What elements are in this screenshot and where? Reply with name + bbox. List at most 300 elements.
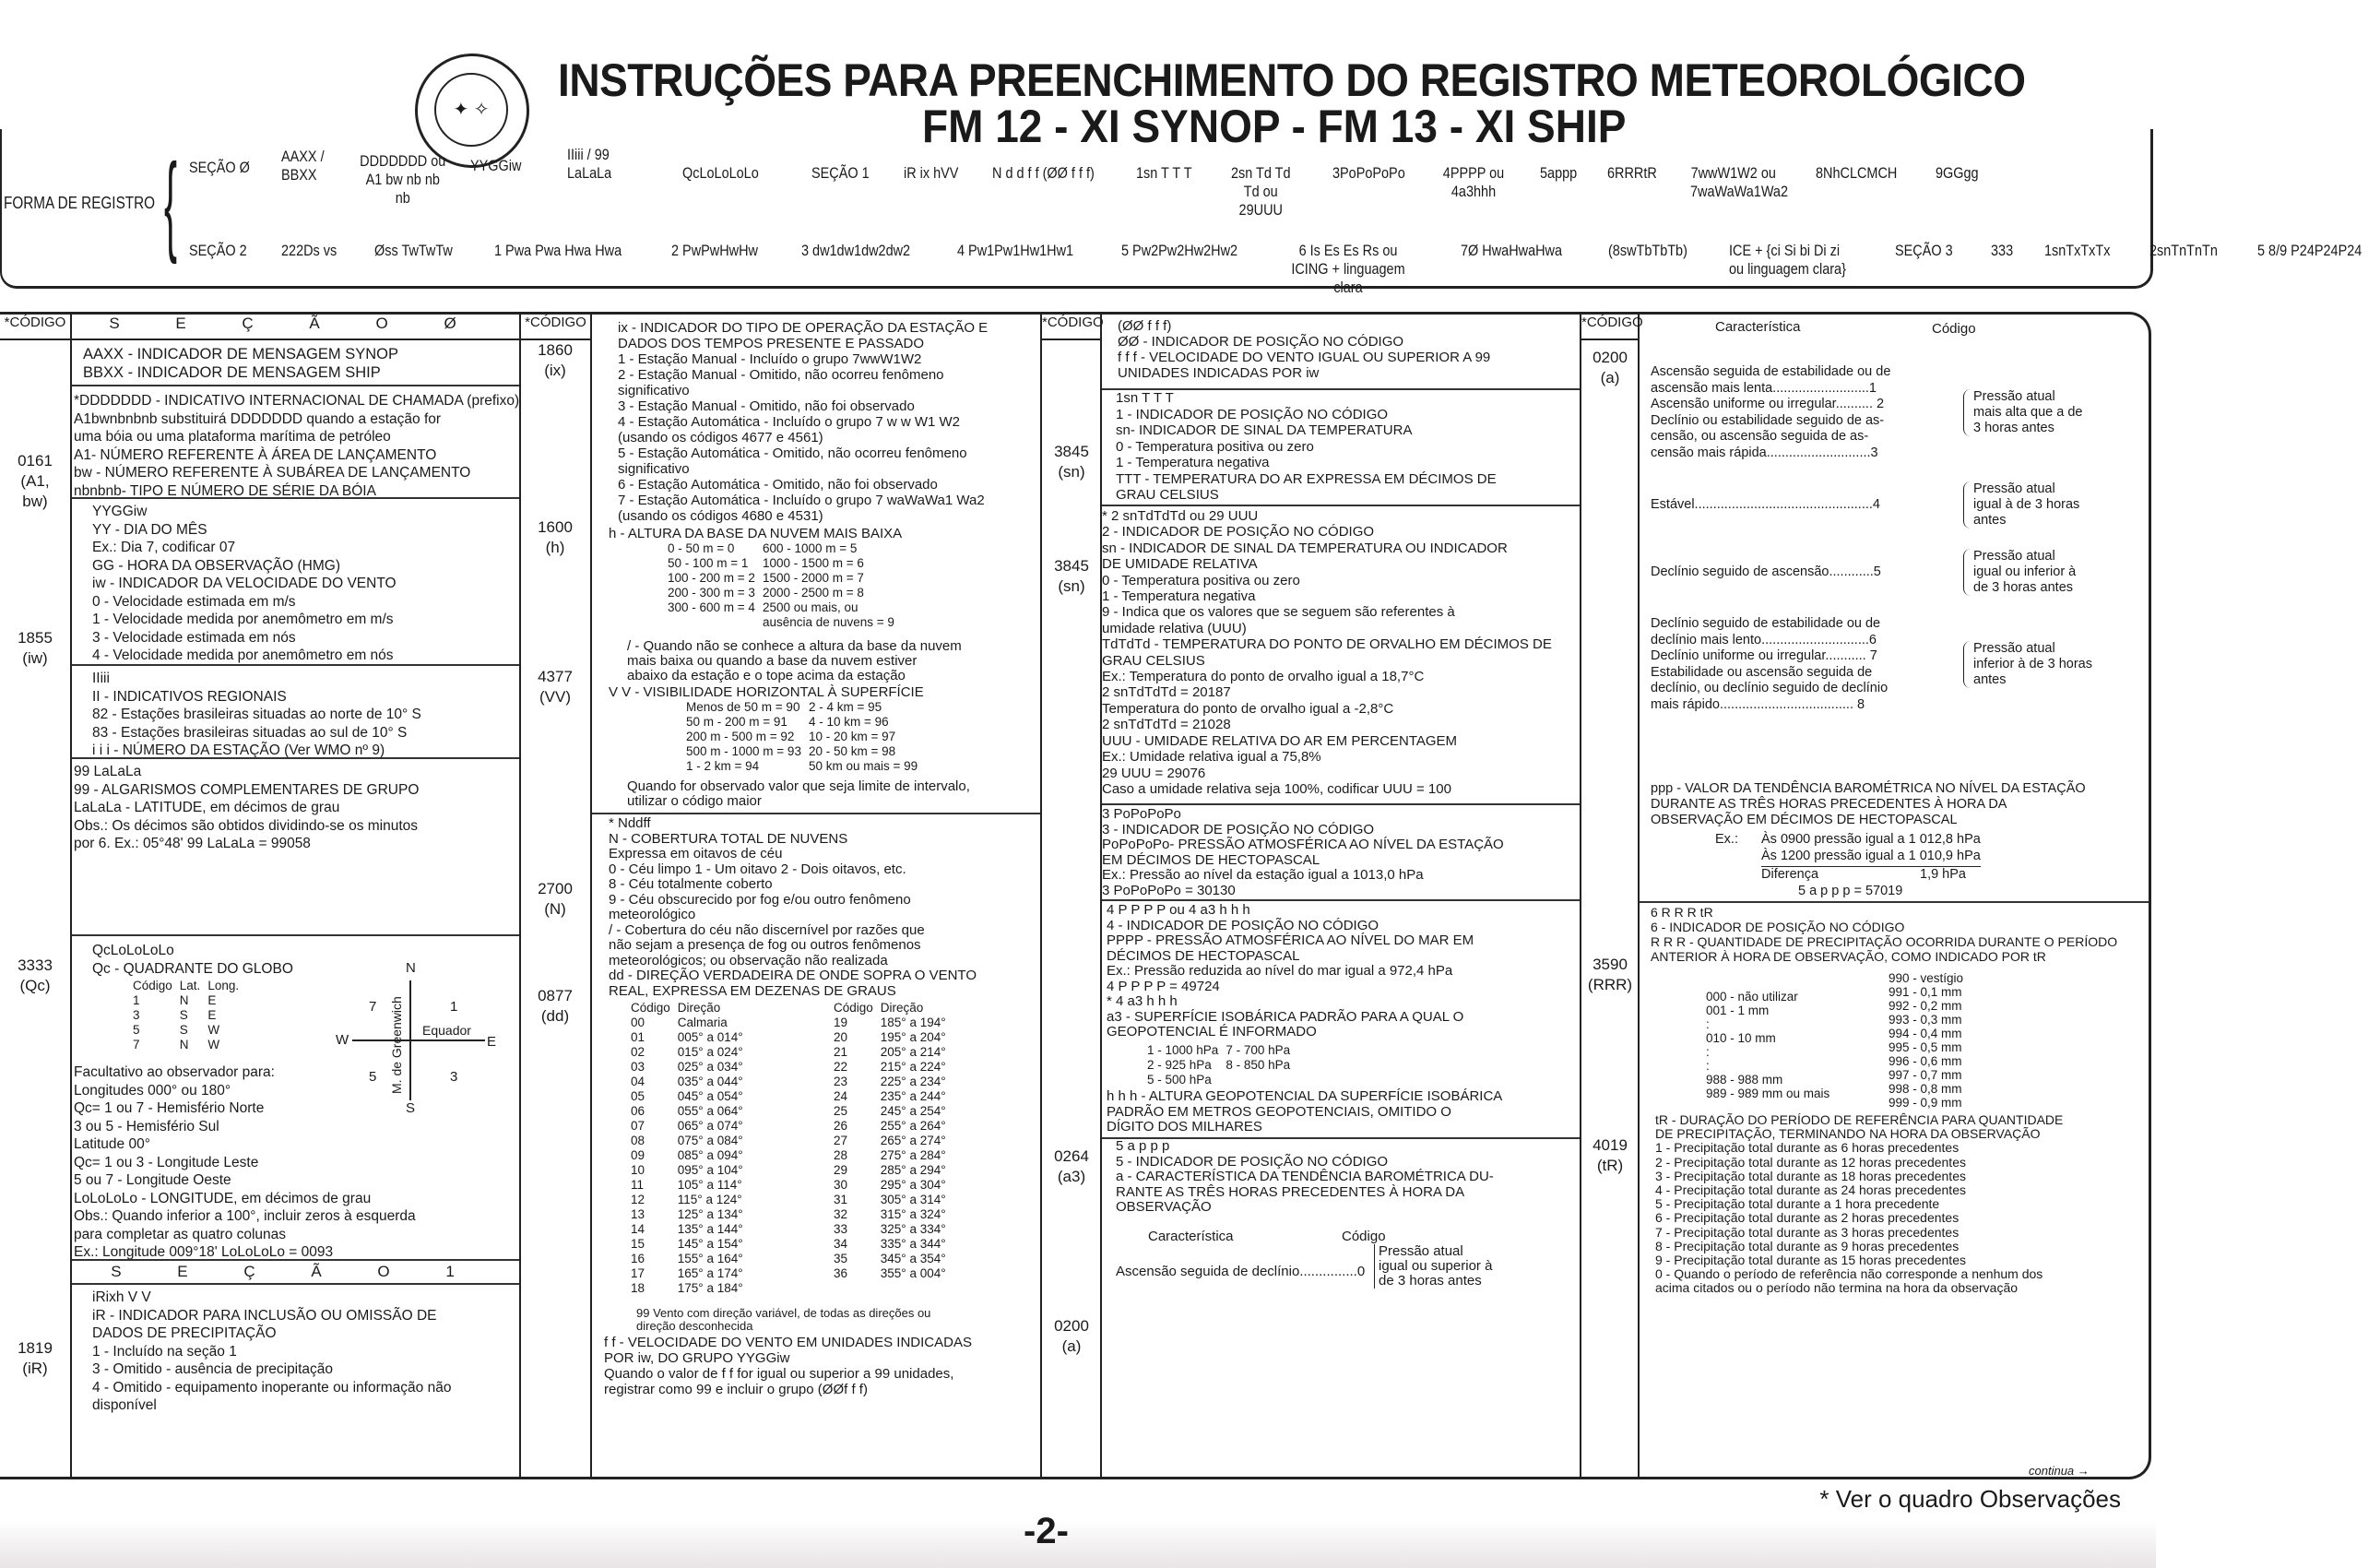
code-1855: 1855 (iw) [18, 629, 53, 668]
text-line: POR iw, DO GRUPO YYGGiw [604, 1350, 790, 1366]
ppp-diff-value: 1,9 hPa [1920, 867, 1966, 882]
text-line: direção desconhecida [636, 1319, 753, 1333]
secao1-label: SEÇÃO 1 [811, 164, 870, 182]
table-row [627, 1178, 747, 1193]
text-line: 3 horas antes [1973, 421, 2054, 435]
table-row [129, 979, 243, 993]
table-cell: Código [133, 979, 172, 992]
text-line: 996 - 0,6 mm [1889, 1054, 1962, 1068]
text-line: LoLoLoLo - LONGITUDE, em décimos de grau [74, 1190, 372, 1206]
text-line: (ØØ f f f) [1118, 318, 1172, 334]
table-cell: 10 [631, 1163, 645, 1177]
text-line: Declínio uniforme ou irregular........... 7 [1651, 648, 1877, 663]
text-line: mais alta que a de [1973, 405, 2083, 420]
text-line: acima citados ou o período não termina na hora da observação [1655, 1280, 2019, 1296]
table-row [830, 1045, 950, 1060]
text-line: 9 - Precipitação total durante as 15 horas precedentes [1655, 1253, 1966, 1268]
table-cell: 005° a 014° [677, 1030, 743, 1044]
tendency-characteristics [1651, 364, 2130, 733]
table-row [830, 1266, 950, 1281]
table-cell: 335° a 344° [880, 1237, 946, 1251]
cloud-height-table [664, 541, 898, 630]
text-line: 6 - INDICADOR DE POSIÇÃO NO CÓDIGO [1651, 920, 1905, 934]
table-cell: 13 [631, 1207, 645, 1221]
north-label: N [406, 960, 416, 976]
table-cell: 500 m - 1000 m = 93 [686, 744, 801, 758]
table-cell: 115° a 124° [677, 1193, 742, 1206]
text-line: 4 - Velocidade medida por anemômetro em nós [92, 647, 394, 663]
dd-99-row [636, 1307, 930, 1333]
divider [1040, 315, 1042, 1477]
text-line: II - INDICATIVOS REGIONAIS [92, 688, 287, 705]
text-line: Qc - QUADRANTE DO GLOBO [92, 960, 293, 977]
code-column-header: *CÓDIGO [0, 315, 70, 340]
text-line: REAL, EXPRESSA EM DEZENAS DE GRAUS [609, 982, 896, 999]
block-aaxx [83, 346, 398, 382]
continua-link[interactable]: continua → [2029, 1464, 2090, 1478]
block-irixhvv [92, 1289, 451, 1415]
table-cell: 265° a 274° [880, 1134, 946, 1147]
code-1600: 1600 (h) [538, 518, 573, 557]
text-line: Ex.: Umidade relativa igual a 75,8% [1102, 749, 1321, 766]
quadrant-table [129, 979, 243, 1052]
table-row [627, 1266, 747, 1281]
table-cell: 36 [834, 1266, 848, 1280]
text-line: DE UMIDADE RELATIVA [1102, 556, 1258, 573]
code-column-header: *CÓDIGO [521, 315, 590, 340]
quadrant-sw: 5 [369, 1069, 377, 1085]
text-line: Ex.: Pressão ao nível da estação igual a 1013,0 hPa [1102, 867, 1424, 883]
text-line: 99 LaLaLa [74, 764, 142, 779]
table-cell: 04 [631, 1075, 645, 1088]
text-line: 4 P P P P = 49724 [1107, 978, 1220, 994]
table-cell: 300 - 600 m = 4 [668, 600, 755, 614]
text-line: Pressão atual [1973, 389, 2055, 404]
text-line: 2 - INDICADOR DE POSIÇÃO NO CÓDIGO [1102, 524, 1375, 540]
table-cell: 200 - 300 m = 3 [668, 586, 755, 600]
section-1-title: S E Ç Ã O 1 [111, 1263, 480, 1280]
code-instructions-table [0, 312, 2151, 1479]
text-line: 992 - 0,2 mm [1889, 999, 1962, 1013]
group: 2 PwPwHwHw [671, 242, 759, 259]
text-line: 3 PoPoPoPo = 30130 [1102, 882, 1236, 898]
text-line: / - Quando não se conhece a altura da base da nuvem [627, 638, 962, 654]
table-cell: 1 - 2 km = 94 [686, 759, 760, 773]
text-line: 994 - 0,4 mm [1889, 1027, 1962, 1040]
text-line: 0 - Temperatura positiva ou zero [1102, 572, 1300, 588]
text-line: igual à de 3 horas [1973, 497, 2080, 512]
text-line: Ascensão uniforme ou irregular.......... 2 [1651, 397, 1885, 411]
table-cell: 105° a 114° [677, 1178, 742, 1192]
divider [70, 315, 72, 1477]
text-line: GRAU CELSIUS [1116, 487, 1219, 503]
text-line: DADOS DE PRECIPITAÇÃO [92, 1325, 277, 1341]
vv-title: V V - VISIBILIDADE HORIZONTAL À SUPERFÍCIE [609, 684, 924, 700]
table-cell: 29 [834, 1163, 848, 1177]
table-cell: Lat. [179, 979, 201, 992]
table-cell: 215° a 224° [880, 1060, 946, 1074]
text-line: Estável................................................4 [1651, 496, 1880, 512]
table-cell: 355° a 004° [880, 1266, 946, 1280]
text-line: 1 - Temperatura negativa [1102, 588, 1256, 605]
table-cell: 2500 ou mais, ou [762, 600, 858, 614]
table-row [682, 759, 921, 774]
text-line: GG - HORA DA OBSERVAÇÃO (HMG) [92, 557, 340, 574]
star-icon: ✦ ✧ [434, 73, 508, 147]
table-row [627, 1237, 747, 1252]
table-row [682, 700, 921, 715]
table-cell: Long. [207, 979, 240, 992]
pressure-note [1963, 641, 2092, 688]
text-line: Caso a umidade relativa seja 100%, codificar UUU = 100 [1102, 780, 1451, 797]
table-cell: E [207, 1008, 217, 1022]
wind-direction-table-left [627, 1001, 747, 1296]
text-line: 3 - Velocidade estimada em nós [92, 629, 296, 646]
divider [1638, 315, 1640, 1477]
group: ICE + {ci Si bi Di zi ou linguagem clara} [1728, 242, 1846, 278]
text-line: PPPP - PRESSÃO ATMOSFÉRICA AO NÍVEL DO MAR EM [1107, 932, 1474, 948]
block-iiiii [92, 670, 421, 760]
table-cell: 075° a 084° [677, 1134, 743, 1147]
text-line: Declínio seguido de estabilidade ou de [1651, 616, 1881, 631]
text-line: 9 - Indica que os valores que se seguem são referentes à [1102, 604, 1455, 621]
table-cell: 25 [834, 1104, 848, 1118]
code-0877: 0877 (dd) [538, 987, 573, 1026]
text-line: Quando for observado valor que seja limite de intervalo, [627, 778, 970, 794]
text-line: PADRÃO EM METROS GEOPOTENCIAIS, OMITIDO O [1107, 1103, 1451, 1120]
table-row [682, 744, 921, 759]
text-line: não sejam a presença de fog ou outros fenômenos [609, 937, 921, 953]
group: 2sn Td Td Td ou 29UUU [1231, 164, 1291, 219]
quadrant-ne: 1 [450, 999, 458, 1015]
block-ppp [1651, 781, 2086, 828]
table-cell: ausência de nuvens = 9 [762, 615, 894, 629]
text-line: 8 - Precipitação total durante as 9 horas precedentes [1655, 1238, 1960, 1253]
group: 7Ø HwaHwaHwa [1461, 242, 1563, 259]
text-line: 3 - Precipitação total durante as 18 horas precedentes [1655, 1168, 1966, 1183]
text-line: / - Cobertura do céu não discernível por razões que [609, 921, 925, 938]
text-line: de 3 horas antes [1973, 580, 2074, 595]
table-cell: 01 [631, 1030, 645, 1044]
table-cell: S [179, 1008, 188, 1022]
code-column-header: *CÓDIGO [1042, 315, 1100, 340]
group: (8swTbTbTb) [1607, 242, 1687, 259]
block-tdtdtd [1102, 508, 1552, 797]
page-number: -2- [1024, 1511, 1069, 1551]
table-cell: 4 - 10 km = 96 [808, 715, 889, 729]
group: 1 Pwa Pwa Hwa Hwa [493, 242, 622, 259]
tendency-group [1651, 481, 2130, 529]
table-row [627, 1001, 747, 1016]
group: Øss TwTwTw [373, 242, 453, 259]
text-line: RANTE AS TRÊS HORAS PRECEDENTES À HORA DA [1116, 1183, 1465, 1200]
code-3845: 3845 (sn) [1054, 443, 1089, 481]
table-cell: 1000 - 1500 m = 6 [762, 556, 864, 570]
ppp-example-line2: Às 1200 pressão igual a 1 010,9 hPa [1761, 848, 1981, 867]
text-line: N - COBERTURA TOTAL DE NUVENS [609, 830, 848, 847]
text-line: a - CARACTERÍSTICA DA TENDÊNCIA BAROMÉTRICA DU- [1116, 1169, 1494, 1184]
text-line: f f f - VELOCIDADE DO VENTO IGUAL OU SUPERIOR A 99 [1118, 350, 1491, 365]
table-cell: 20 - 50 km = 98 [808, 744, 896, 758]
text-line: significativo [618, 461, 690, 477]
code-3333: 3333 (Qc) [18, 956, 53, 995]
table-cell: 30 [834, 1178, 848, 1192]
h-note [627, 639, 962, 683]
text-line: Temperatura do ponto de orvalho igual a -2,8°C [1102, 700, 1394, 717]
table-cell: 35 [834, 1252, 848, 1265]
text-line: 989 - 989 mm ou mais [1706, 1087, 1830, 1100]
table-cell: 28 [834, 1148, 848, 1162]
table-row [627, 1104, 747, 1119]
text-line: Obs.: Quando inferior a 100°, incluir zeros à esquerda [74, 1208, 416, 1224]
table-cell: 095° a 104° [677, 1163, 743, 1177]
text-line: OBSERVAÇÃO [1116, 1199, 1212, 1215]
tendency-group [1651, 616, 2130, 713]
text-line: 2 snTdTdTd = 21028 [1102, 717, 1231, 733]
table-row [830, 1001, 950, 1016]
code-2700: 2700 (N) [538, 880, 573, 919]
block-ttt [1116, 390, 1497, 504]
brace-icon: { [164, 141, 178, 265]
ppp-result: 5 a p p p = 57019 [1798, 884, 1903, 898]
table-row [129, 1038, 243, 1052]
table-cell: 27 [834, 1134, 848, 1147]
block-tr [1655, 1113, 2063, 1296]
ppp-example-line1: Às 0900 pressão igual a 1 012,8 hPa [1761, 832, 1981, 847]
group-aaxx: AAXX / BBXX [281, 148, 325, 184]
text-line: antes [1973, 513, 2007, 528]
group: 2snTnTnTn [2149, 242, 2218, 259]
group-qclololo: QcLoLoLoLo [682, 164, 759, 182]
text-line: significativo [618, 383, 690, 398]
table-cell: 16 [631, 1252, 645, 1265]
secao2-groups [281, 242, 2380, 297]
table-cell: 07 [631, 1119, 645, 1133]
forma-de-registro-label: FORMA DE REGISTRO [4, 194, 156, 212]
table-cell: 600 - 1000 m = 5 [762, 541, 858, 555]
text-line: : [1706, 1045, 1710, 1059]
table-cell: 245° a 254° [880, 1104, 946, 1118]
table-cell: 7 - 700 hPa [1226, 1043, 1291, 1057]
rrr-codes-left [1706, 990, 1829, 1100]
text-line: 4 - Estação Automática - Incluído o grupo 7 w w W1 W2 [618, 414, 961, 430]
table-cell: 02 [631, 1045, 645, 1059]
text-line: mais rápido.................................... 8 [1651, 696, 1865, 712]
text-line: 2 snTdTdTd = 20187 [1102, 684, 1231, 701]
text-line: DURANTE AS TRÊS HORAS PRECEDENTES À HORA DA [1651, 797, 2007, 812]
text-line: UUU - UMIDADE RELATIVA DO AR EM PERCENTAGEM [1102, 732, 1458, 749]
table-cell: 285° a 294° [880, 1163, 946, 1177]
text-line: Ex.: Temperatura do ponto de orvalho igual a 18,7°C [1102, 669, 1425, 685]
table-cell: 17 [631, 1266, 645, 1280]
text-line: QcLoLoLoLo [92, 943, 174, 958]
table-cell: 08 [631, 1134, 645, 1147]
table-cell: 165° a 174° [677, 1266, 743, 1280]
text-line: censão, ou ascensão seguida de as- [1651, 429, 1869, 444]
table-row [627, 1030, 747, 1045]
west-label: W [336, 1032, 349, 1048]
table-row [830, 1030, 950, 1045]
group: 4 Pw1Pw1Hw1Hw1 [956, 242, 1073, 259]
table-cell: 11 [631, 1178, 645, 1192]
table-row [830, 1237, 950, 1252]
table-row [1143, 1073, 1294, 1087]
text-line: Expressa em oitavos de céu [609, 846, 783, 861]
text-line: Ex.: Longitude 009°18' LoLoLoLo = 0093 [74, 1244, 334, 1260]
table-row [664, 600, 898, 615]
text-line: meteorológico [609, 907, 696, 922]
text-line: 4 - Precipitação total durante as 24 horas precedentes [1655, 1182, 1966, 1198]
table-cell: 2 - 4 km = 95 [808, 700, 882, 714]
text-line: 1 - Velocidade medida por anemômetro em m/s [92, 612, 394, 627]
text-line: 4 - Omitido - equipamento inoperante ou informação não [92, 1379, 452, 1396]
text-line: nbnbnb- TIPO E NÚMERO DE SÉRIE DA BÓIA [74, 482, 376, 499]
ppp-example-label: Ex.: [1715, 832, 1738, 847]
group: 1snTxTxTx [2043, 242, 2111, 259]
text-line: Pressão atual [1379, 1243, 1463, 1259]
table-cell: 03 [631, 1060, 645, 1074]
text-line: 2 - Estação Manual - Omitido, não ocorreu fenômeno [618, 367, 944, 383]
secao0-label: SEÇÃO Ø [189, 159, 250, 176]
table-cell: 125° a 134° [677, 1207, 743, 1221]
greenwich-label: M. de Greenwich [389, 996, 404, 1094]
code-0264: 0264 (a3) [1054, 1147, 1089, 1186]
tendency-group [1651, 364, 2130, 461]
text-line: disponível [92, 1397, 157, 1413]
table-cell: 275° a 284° [880, 1148, 946, 1162]
table-cell: 50 m - 200 m = 91 [686, 715, 787, 729]
text-line: Latitude 00° [74, 1136, 150, 1152]
group: 4PPPP ou 4a3hhh [1442, 164, 1505, 200]
table-row [627, 1193, 747, 1207]
table-cell: 31 [834, 1193, 848, 1206]
table-cell: 33 [834, 1222, 848, 1236]
table-cell: 175° a 184° [677, 1281, 743, 1295]
text-line: DE PRECIPITAÇÃO, TERMINANDO NA HORA DA OBSERVAÇÃO [1655, 1126, 2041, 1142]
text-line: 7 - Precipitação total durante as 3 horas precedentes [1655, 1224, 1960, 1240]
table-row [627, 1060, 747, 1075]
quadrant-nw: 7 [369, 999, 377, 1015]
text-line: 9 - Céu obscurecido por fog e/ou outro fenômeno [609, 891, 911, 908]
page-title: INSTRUÇÕES PARA PREENCHIMENTO DO REGISTRO METEOROLÓGICO [558, 54, 2026, 106]
table-cell: 00 [631, 1016, 645, 1029]
table-cell: 50 km ou mais = 99 [808, 759, 918, 773]
table-cell: 195° a 204° [880, 1030, 946, 1044]
code-0200: 0200 (a) [1593, 349, 1628, 387]
table-cell: 145° a 154° [677, 1237, 743, 1251]
text-line: 5 - Precipitação total durante a 1 hora precedente [1655, 1196, 1940, 1212]
text-line: ppp - VALOR DA TENDÊNCIA BAROMÉTRICA NO NÍVEL DA ESTAÇÃO [1651, 781, 2086, 796]
text-line: 991 - 0,1 mm [1889, 985, 1962, 999]
text-line: BBXX - INDICADOR DE MENSAGEM SHIP [83, 363, 381, 381]
text-line: tR - DURAÇÃO DO PERÍODO DE REFERÊNCIA PARA QUANTIDADE [1655, 1112, 2064, 1127]
table-cell: 05 [631, 1089, 645, 1103]
pressure-note [1963, 481, 2079, 529]
text-line: i i i - NÚMERO DA ESTAÇÃO (Ver WMO nº 9) [92, 742, 385, 758]
text-line: TdTdTd - TEMPERATURA DO PONTO DE ORVALHO EM DÉCIMOS DE [1102, 636, 1552, 653]
text-line: abaixo da estação e o tope acima da estação [627, 668, 906, 683]
text-line: Obs.: Os décimos são obtidos dividindo-se os minutos [74, 817, 419, 834]
table-row [627, 1119, 747, 1134]
block-ix [618, 320, 988, 524]
text-line: 1 - Estação Manual - Incluído o grupo 7wwW1W2 [618, 351, 922, 367]
text-line: * Nddff [609, 815, 651, 831]
text-line: DÍGITO DOS MILHARES [1107, 1119, 1262, 1134]
secao2-label: SEÇÃO 2 [189, 242, 247, 259]
text-line: ANTERIOR À HORA DE OBSERVAÇÃO, COMO INDICADO POR tR [1651, 949, 2046, 964]
text-line: (usando os códigos 4680 e 4531) [618, 508, 823, 524]
text-line: 6 R R R tR [1651, 905, 1713, 920]
table-cell: 14 [631, 1222, 645, 1236]
scan-shadow [0, 1520, 2156, 1568]
table-row [627, 1089, 747, 1104]
table-row [830, 1119, 950, 1134]
table-row [129, 993, 243, 1008]
table-row [830, 1089, 950, 1104]
text-line: Qc= 1 ou 3 - Longitude Leste [74, 1154, 259, 1170]
table-cell: 255° a 264° [880, 1119, 946, 1133]
text-line: AAXX - INDICADOR DE MENSAGEM SYNOP [83, 346, 398, 362]
table-cell: Direção [880, 1001, 924, 1015]
block-fff [1118, 318, 1490, 381]
text-line: meteorológicos; ou observação não realizada [609, 952, 888, 968]
table-cell: 325° a 334° [880, 1222, 946, 1236]
text-line: : [1706, 1017, 1710, 1031]
block-99lalala [74, 763, 419, 853]
table-cell: 50 - 100 m = 1 [668, 556, 749, 570]
footer-note: * Ver o quadro Observações [1819, 1485, 2121, 1513]
text-line: DÉCIMOS DE HECTOPASCAL [1107, 947, 1300, 964]
group: 222Ds vs [281, 242, 337, 259]
text-line: ascensão mais lenta..........................1 [1651, 380, 1877, 396]
table-row [682, 730, 921, 744]
table-row [664, 615, 898, 630]
text-line: Ex.: Dia 7, codificar 07 [92, 540, 236, 555]
table-row [627, 1045, 747, 1060]
table-cell: 2 - 925 hPa [1147, 1058, 1212, 1072]
block-yyggiw [92, 503, 397, 665]
table-row [682, 715, 921, 730]
text-line: 29 UUU = 29076 [1102, 765, 1206, 781]
table-cell: W [207, 1023, 220, 1037]
text-line: 001 - 1 mm [1706, 1004, 1770, 1017]
table-row [627, 1281, 747, 1296]
table-row [830, 1193, 950, 1207]
table-cell: E [207, 993, 217, 1007]
group: 5 Pw2Pw2Hw2Hw2 [1121, 242, 1238, 259]
text-line: 000 - não utilizar [1706, 990, 1798, 1004]
table-cell: 12 [631, 1193, 645, 1206]
table-cell: 235° a 244° [880, 1089, 946, 1103]
table-cell: 200 m - 500 m = 92 [686, 730, 795, 743]
table-cell: Direção [677, 1001, 721, 1015]
table-row [1143, 1058, 1294, 1073]
text-line: 6 - Precipitação total durante as 2 horas precedentes [1655, 1210, 1960, 1226]
text-line: 83 - Estações brasileiras situadas ao sul de 10° S [92, 724, 408, 741]
char-row-0: Ascensão seguida de declínio...............0 [1116, 1264, 1366, 1279]
table-cell: Código [834, 1001, 873, 1015]
group: 3 dw1dw1dw2dw2 [800, 242, 910, 259]
text-line: a3 - SUPERFÍCIE ISOBÁRICA PADRÃO PARA A QUAL O [1107, 1008, 1464, 1025]
group: 6RRRtR [1607, 164, 1658, 182]
text-line: 010 - 10 mm [1706, 1031, 1776, 1045]
text-line: 5 a p p p [1116, 1138, 1170, 1154]
table-row [664, 571, 898, 586]
text-line: Facultativo ao observador para: [74, 1064, 275, 1080]
table-row [830, 1163, 950, 1178]
table-row [1143, 1043, 1294, 1058]
text-line: 998 - 0,8 mm [1889, 1082, 1962, 1096]
